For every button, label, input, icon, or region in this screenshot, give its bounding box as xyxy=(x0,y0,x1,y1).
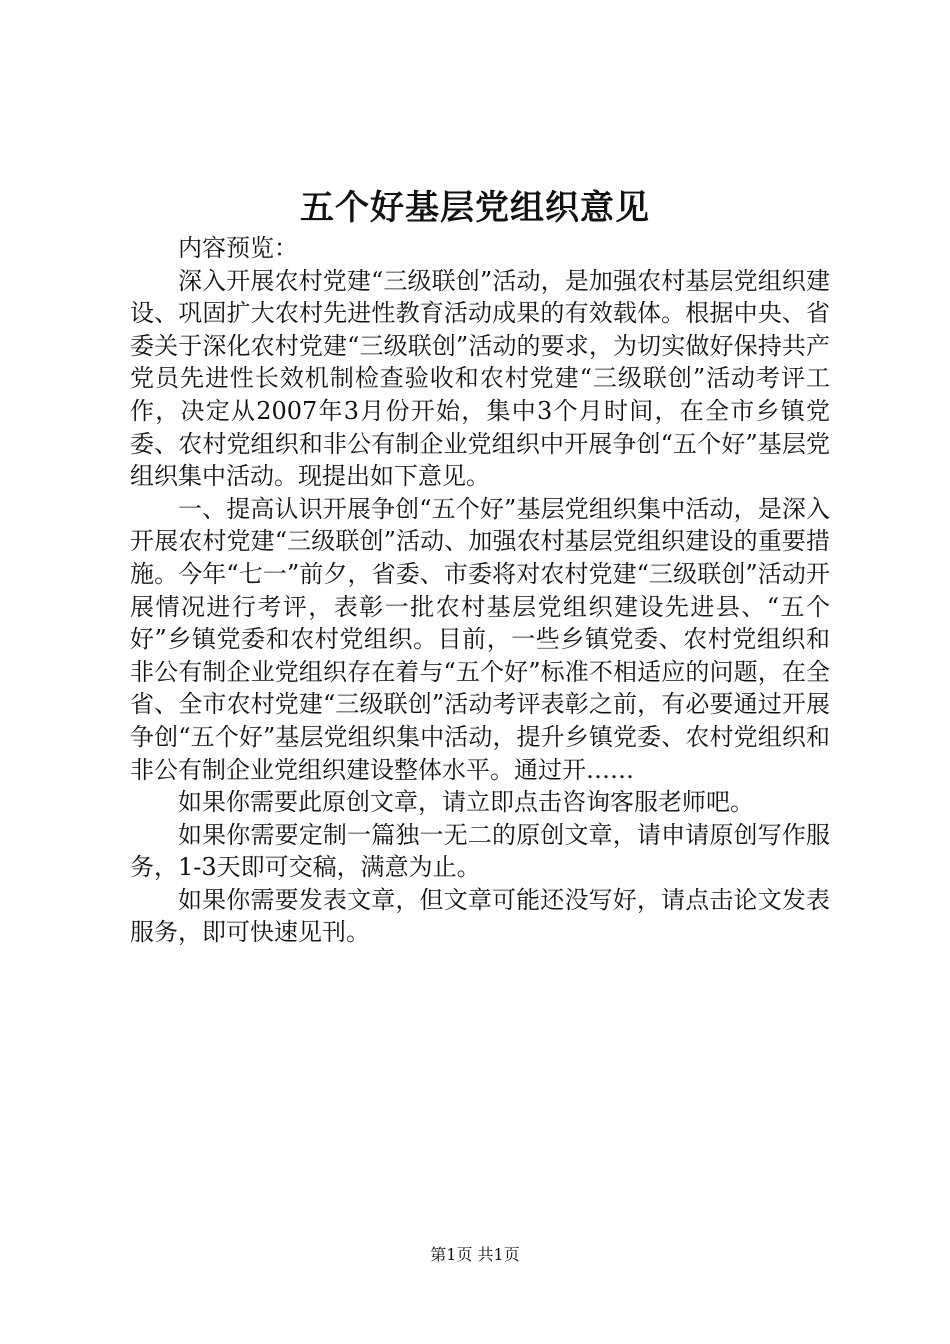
paragraph-intro: 深入开展农村党建“三级联创”活动，是加强农村基层党组织建设、巩固扩大农村先进性教育活动成果的有效载体。根据中央、省委关于深化农村党建“三级联创”活动的要求，为切实做好保持共产党员先进性长效机制检查验收和农村党建“三级联创”活动考评工作，决定从2007年3月份开始，集中3个月时间，在全市乡镇党委、农村党组织和非公有制企业党组织中开展争创“五个好”基层党组织集中活动。现提出如下意见。 xyxy=(130,266,830,491)
paragraph-section-one: 一、提高认识开展争创“五个好”基层党组织集中活动，是深入开展农村党建“三级联创”活动、加强农村基层党组织建设的重要措施。今年“七一”前夕，省委、市委将对农村党建“三级联创”活动开展情况进行考评，表彰一批农村基层党组织建设先进县、“五个好”乡镇党委和农村党组织。目前，一些乡镇党委、农村党组织和非公有制企业党组织存在着与“五个好”标准不相适应的问题，在全省、全市农村党建“三级联创”活动考评表彰之前，有必要通过开展争创“五个好”基层党组织集中活动，提升乡镇党委、农村党组织和非公有制企业党组织建设整体水平。通过开…… xyxy=(130,494,830,784)
paragraph-publish-service: 如果你需要发表文章，但文章可能还没写好，请点击论文发表服务，即可快速见刊。 xyxy=(130,885,830,947)
page-footer: 第1页 共1页 xyxy=(430,1245,520,1264)
document-body xyxy=(130,232,830,949)
paragraph-custom-writing: 如果你需要定制一篇独一无二的原创文章，请申请原创写作服务，1-3天即可交稿，满意为止。 xyxy=(130,820,830,882)
preview-label: 内容预览： xyxy=(178,234,298,262)
paragraph-consult: 如果你需要此原创文章，请立即点击咨询客服老师吧。 xyxy=(178,788,754,817)
document-title: 五个好基层党组织意见 xyxy=(300,188,650,228)
